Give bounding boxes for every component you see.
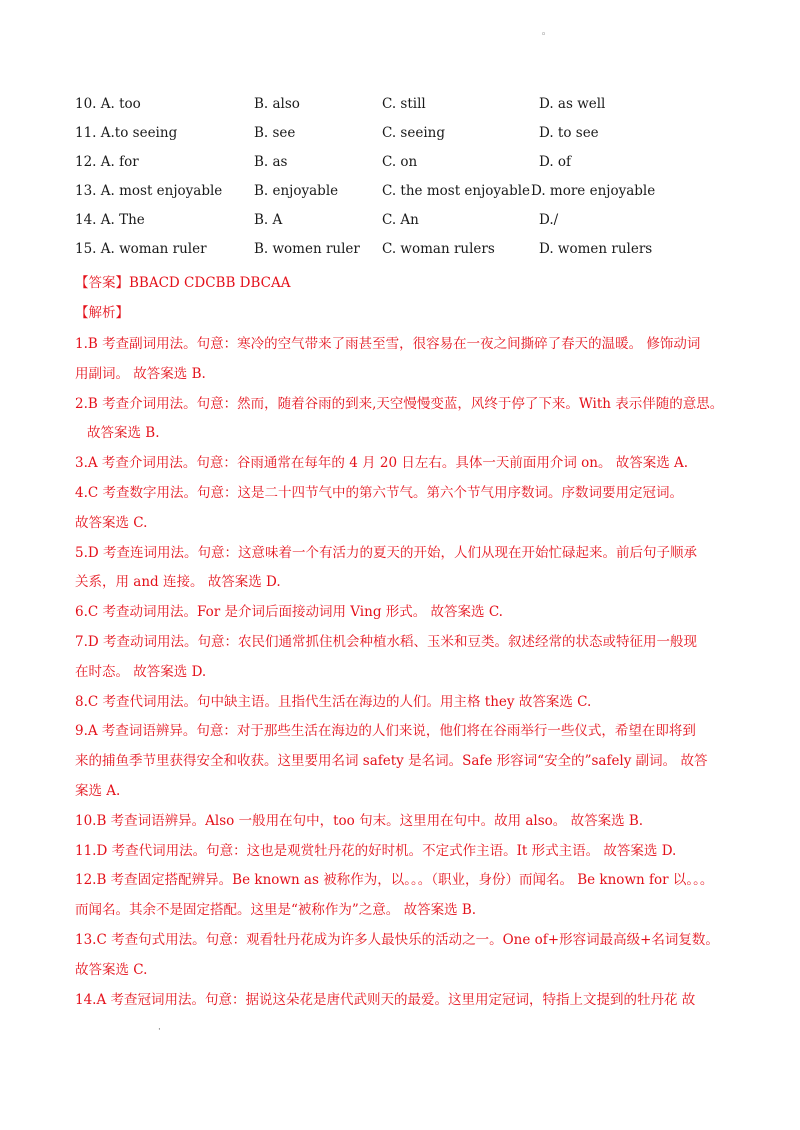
explanation-7-line-2: 在时态。 故答案选 D. xyxy=(75,663,207,680)
explanation-4-line-1: 4.C 考查数字用法。句意：这是二十四节气中的第六节气。第六个节气用序数词。序数词要用定冠词。 xyxy=(75,484,683,501)
explanation-4-line-2: 故答案选 C. xyxy=(75,514,148,531)
option-d: D./ xyxy=(539,212,559,228)
explanation-12-line-1: 12.B 考查固定搭配辨异。Be known as 被称作为，以。。。（职业，身份）而闻名。 Be known for 以。。。 xyxy=(75,872,714,889)
explanation-6-line-1: 6.C 考查动词用法。For 是介词后面接动词用 Ving 形式。 故答案选 C. xyxy=(75,604,503,621)
option-a: 13. A. most enjoyable xyxy=(75,183,223,199)
option-c: C. seeing xyxy=(382,125,445,141)
option-c: C. the most enjoyable xyxy=(382,183,531,199)
bottom-mark: · xyxy=(158,1025,161,1035)
explanation-13-line-1: 13.C 考查句式用法。句意：观看牡丹花成为许多人最快乐的活动之一。One of+形容词最高级+名词复数。 xyxy=(75,931,719,948)
explanation-3-line-1: 3.A 考查介词用法。句意：谷雨通常在每年的 4 月 20 日左右。具体一天前面用介词 on。 故答案选 A. xyxy=(75,455,689,472)
option-c: C. An xyxy=(382,212,419,228)
answer-key: 【答案】BBACD CDCBB DBCAA xyxy=(75,275,291,291)
option-b: B. also xyxy=(254,96,300,112)
explanation-8-line-1: 8.C 考查代词用法。句中缺主语。且指代生活在海边的人们。用主格 they 故答案选 C. xyxy=(75,693,592,710)
option-d: D. of xyxy=(539,154,572,170)
option-a: 10. A. too xyxy=(75,96,141,112)
option-a: 15. A. woman ruler xyxy=(75,241,207,257)
option-b: B. as xyxy=(254,154,288,170)
option-b: B. see xyxy=(254,125,296,141)
explanation-1-line-2: 用副词。 故答案选 B. xyxy=(75,365,206,382)
explanation-1-line-1: 1.B 考查副词用法。句意：寒冷的空气带来了雨甚至雪，很容易在一夜之间撕碎了春天的温暖。 修饰动词 xyxy=(75,336,701,352)
explanation-7-line-1: 7.D 考查动词用法。句意：农民们通常抓住机会种植水稻、玉米和豆类。叙述经常的状态或特征用一般现 xyxy=(75,633,697,650)
top-mark: ◦ xyxy=(541,30,547,40)
option-d: D. more enjoyable xyxy=(531,183,656,199)
explanation-9-line-3: 案选 A. xyxy=(75,782,121,799)
option-a: 14. A. The xyxy=(75,212,145,228)
option-c: C. still xyxy=(382,96,426,112)
explanation-2-line-1: 2.B 考查介词用法。句意：然而，随着谷雨的到来,天空慢慢变蓝，风终于停了下来。With 表示伴随的意思。 xyxy=(75,395,724,412)
option-d: D. as well xyxy=(539,96,606,112)
analysis-heading: 【解析】 xyxy=(75,305,129,321)
explanation-14-line-1: 14.A 考查冠词用法。句意：据说这朵花是唐代武则天的最爱。这里用定冠词，特指上文提到的牡丹花 故 xyxy=(75,991,696,1008)
explanation-13-line-2: 故答案选 C. xyxy=(75,961,148,978)
option-c: C. woman rulers xyxy=(382,241,495,257)
option-a: 12. A. for xyxy=(75,154,139,170)
option-d: D. women rulers xyxy=(539,241,653,257)
option-b: B. enjoyable xyxy=(254,183,339,199)
explanation-10-line-1: 10.B 考查词语辨异。Also 一般用在句中，too 句末。这里用在句中。故用 also。 故答案选 B. xyxy=(75,812,644,829)
explanation-9-line-1: 9.A 考查词语辨异。句意：对于那些生活在海边的人们来说，他们将在谷雨举行一些仪式，希望在即将到 xyxy=(75,723,696,740)
option-d: D. to see xyxy=(539,125,599,141)
explanation-12-line-2: 而闻名。其余不是固定搭配。这里是“被称作为”之意。 故答案选 B. xyxy=(75,902,477,919)
explanation-2-line-2: 故答案选 B. xyxy=(87,425,160,442)
explanation-11-line-1: 11.D 考查代词用法。句意：这也是观赏牡丹花的好时机。不定式作主语。It 形式主语。 故答案选 D. xyxy=(75,842,677,859)
option-b: B. women ruler xyxy=(254,241,360,257)
option-c: C. on xyxy=(382,154,418,170)
explanation-list xyxy=(75,330,735,1015)
explanation-5-line-2: 关系，用 and 连接。 故答案选 D. xyxy=(75,574,281,591)
explanation-5-line-1: 5.D 考查连词用法。句意：这意味着一个有活力的夏天的开始，人们从现在开始忙碌起来。前后句子顺承 xyxy=(75,544,697,561)
option-b: B. A xyxy=(254,212,283,228)
option-a: 11. A.to seeing xyxy=(75,125,178,141)
explanation-9-line-2: 来的捕鱼季节里获得安全和收获。这里要用名词 safety 是名词。Safe 形容词“安全的”safely 副词。 故答 xyxy=(75,753,708,770)
